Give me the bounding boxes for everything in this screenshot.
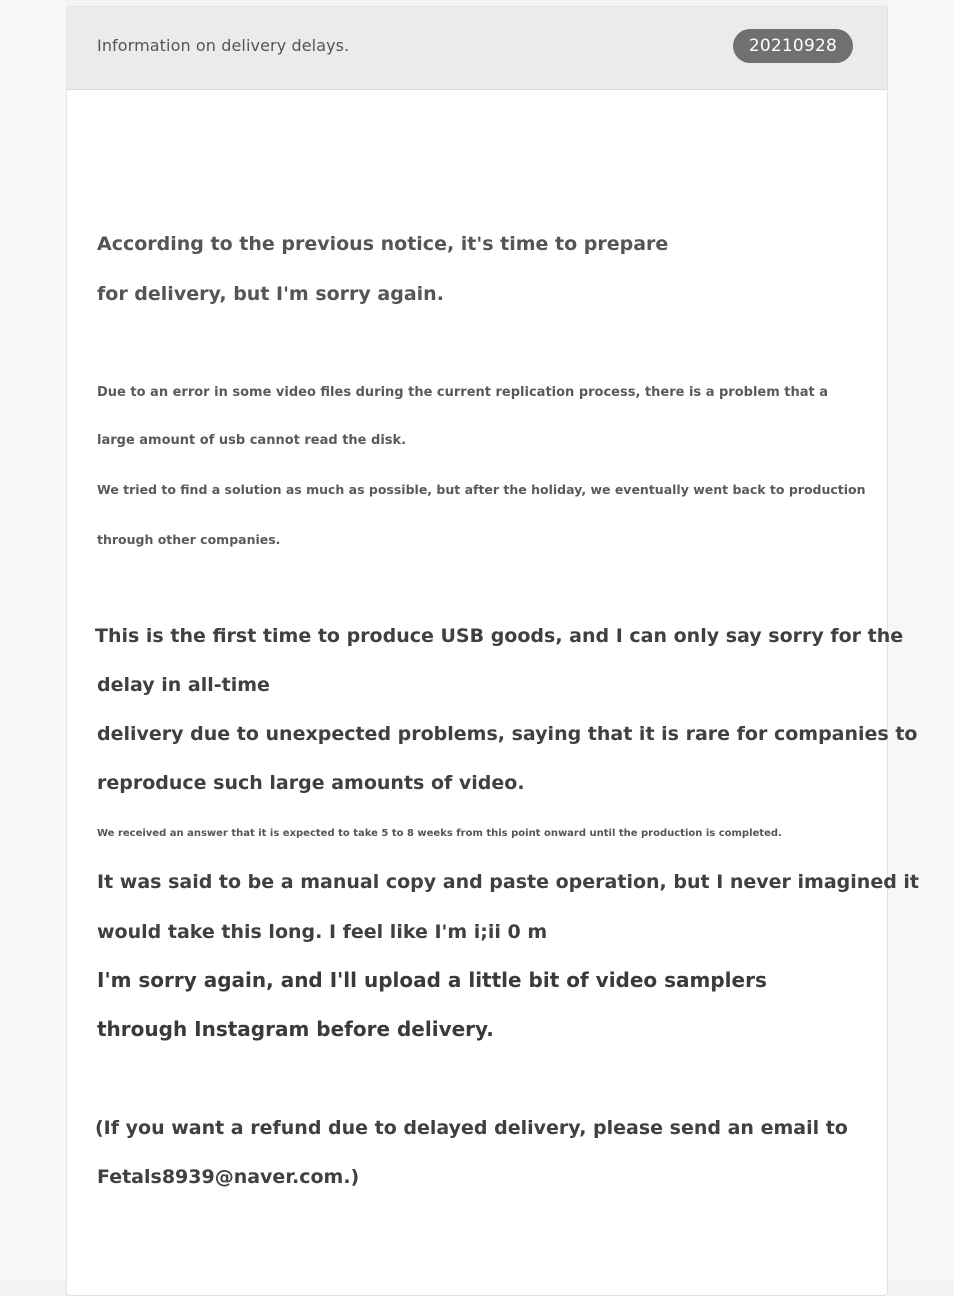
refund-email: Fetals8939@naver.com.) (97, 1166, 360, 1188)
notice-line: through other companies. (97, 532, 281, 547)
notice-line: (If you want a refund due to delayed delivery, please send an email to (95, 1117, 848, 1139)
notice-line: We tried to find a solution as much as possible, but after the holiday, we eventually went back to production (97, 482, 866, 497)
notice-line: for delivery, but I'm sorry again. (97, 283, 444, 305)
notice-line: According to the previous notice, it's time to prepare (97, 233, 669, 255)
notice-line: I'm sorry again, and I'll upload a little bit of video samplers (97, 968, 767, 992)
notice-header (67, 7, 887, 90)
notice-line: It was said to be a manual copy and paste operation, but I never imagined it (97, 871, 920, 893)
notice-title: Information on delivery delays. (97, 36, 350, 55)
notice-line: through Instagram before delivery. (97, 1017, 494, 1041)
notice-line: would take this long. I feel like I'm i;ii 0 m (97, 921, 548, 943)
notice-line: reproduce such large amounts of video. (97, 772, 525, 794)
notice-line: delivery due to unexpected problems, saying that it is rare for companies to (97, 723, 918, 745)
notice-line: Due to an error in some video files during the current replication process, there is a problem that a (97, 385, 829, 400)
notice-line: We received an answer that it is expected to take 5 to 8 weeks from this point onward until the production is completed. (97, 828, 782, 839)
notice-card (66, 6, 920, 1296)
left-margin (0, 0, 66, 1280)
notice-line: delay in all-time (97, 674, 270, 696)
notice-line: large amount of usb cannot read the disk. (97, 433, 407, 448)
date-badge: 20210928 (733, 29, 853, 63)
notice-line: This is the first time to produce USB goods, and I can only say sorry for the (95, 625, 904, 647)
